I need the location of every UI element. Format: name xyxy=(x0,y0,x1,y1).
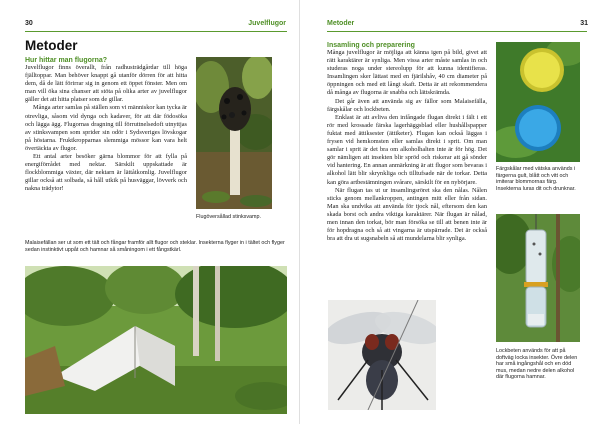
chapter-title: Metoder xyxy=(25,38,78,53)
subhead-right: Insamling och preparering xyxy=(327,42,415,49)
caption-stinkhorn: Flugöversållad stinksvamp. xyxy=(196,214,262,220)
paragraph: Många juvelflugor är möjliga att känna igen på bild, givet att rätt karaktärer är synliga. Men vissa arter måste samlas in och studeras noga under stereolupp för att kunna identifieras. Insamlingen sker lättast med en fjärilshåv, 40 cm diameter på öppningen och med ett långt skaft. Detta är att rekommendera då många av flugorna är snabba och lättskrämda. xyxy=(327,49,487,97)
page-number-right: 31 xyxy=(580,20,588,27)
yellow-bowl xyxy=(524,52,560,88)
paragraph: Det går även att använda sig av fällor som Malaisefälla, färgskålar och lockbeten. xyxy=(327,97,487,113)
paragraph: Ett antal arter besöker gärna blommor för att fylla på energiförrådet med nektar. Särskilt uppskattade är flockblommiga växter, där nektarn är lättåtkomlig. Juvelflugor gillar också att solbada, så håll utkik på husväggar, lövverk och nakna trädytor! xyxy=(25,153,187,193)
paragraph: Juvelflugor finns överallt, från radhusträdgårdar till höga fjälltoppar. Man behöver knappt gå utanför dörren för att hitta dem, då de lätt förirrar sig in genom ett öppet fönster. Men om man vill öka sina chanser att stöta på olika arter av juvelflugor gäller det att hitta platser som de gillar. xyxy=(25,64,187,104)
malaise-trap-photo xyxy=(25,266,287,414)
color-bowls-photo xyxy=(496,42,580,162)
caption-bowls: Färgskålar med vätska används i färgerna gult, blått och vitt och imiterar blommornas färg. Insekterna luras dit och drunknar. xyxy=(496,166,576,192)
subhead-left: Hur hittar man flugorna? xyxy=(25,57,108,64)
header-rule-left xyxy=(25,31,287,32)
caption-bait: Lockbeten används för att på doftväg locka insekter. Övre delen har små ingångshål och en död mus, medan nedre delen alkohol där flugorna hamnar. xyxy=(496,348,578,381)
left-text-column xyxy=(25,57,187,194)
caption-malaise: Malaisefällan ser ut som ett tält och fångar framför allt flugor och steklar. Insekterna flyger in i tältet och flyger sedan instinktivt uppåt och hamnar så småningom i ett fångstkärl. xyxy=(25,240,285,253)
running-head-left: Juvelflugor xyxy=(248,20,286,27)
paragraph: Många arter samlas på ställen som vi människor kan tycka är otrevliga, såsom vid dynga och kadaver, för att där födosöka och lägga ägg. Flugornas dragning till förruttnelsedoft utnyttjas av stinksvampen som sprider sin odör i Sydsveriges lövskogar på höstarna. Fruktkropparnas slemmiga mössor kan vara helt övertäckta av flugor. xyxy=(25,104,187,152)
paragraph: När flugan tas ut ur insamlingsröret ska den nålas. Nålen sticks genom mellankroppen, antingen mitt eller från sidan. Man ska undvika att använda för tjock nål, eftersom den kan skada borst och andra viktiga karaktärer. När flugan är nålad, men innan den torkat, bör man försöka se till att benen inte är för hopdragna och så att vingarna är utspärrade. Det är också bra att dra ut sugsnabeln så att mundelarna blir synliga. xyxy=(327,186,487,243)
right-text-column xyxy=(327,42,487,243)
running-head-right: Metoder xyxy=(327,20,355,27)
right-page xyxy=(300,0,600,424)
pinned-fly-photo xyxy=(328,300,436,410)
page-number-left: 30 xyxy=(25,20,33,27)
bait-trap-photo xyxy=(496,214,580,342)
blue-bowl xyxy=(519,109,557,147)
stinkhorn-photo xyxy=(196,57,272,209)
header-rule-right xyxy=(327,31,587,32)
paragraph: Enklast är att avliva den infångade flugan direkt i fält i ett rör med krossade färska lagerhäggsblad eller hushållspapper fuktat med ättiksester (ättiketer). Flugan kan också läggas i frysen vid hemkomsten eller samlas direkt i sprit. Om man samlar i sprit är det bra om alkoholhalten inte är för hög. Det gör nämligen att insekten blir spröd och riskerar att gå sönder vid hantering. En annan anmärkning är att flugor som bevaras i alkohol lätt blir skrynkliga och tilltufsade när de torkar. Detta kan göra artbestämningen svårare, särskilt för en nybörjare. xyxy=(327,113,487,186)
